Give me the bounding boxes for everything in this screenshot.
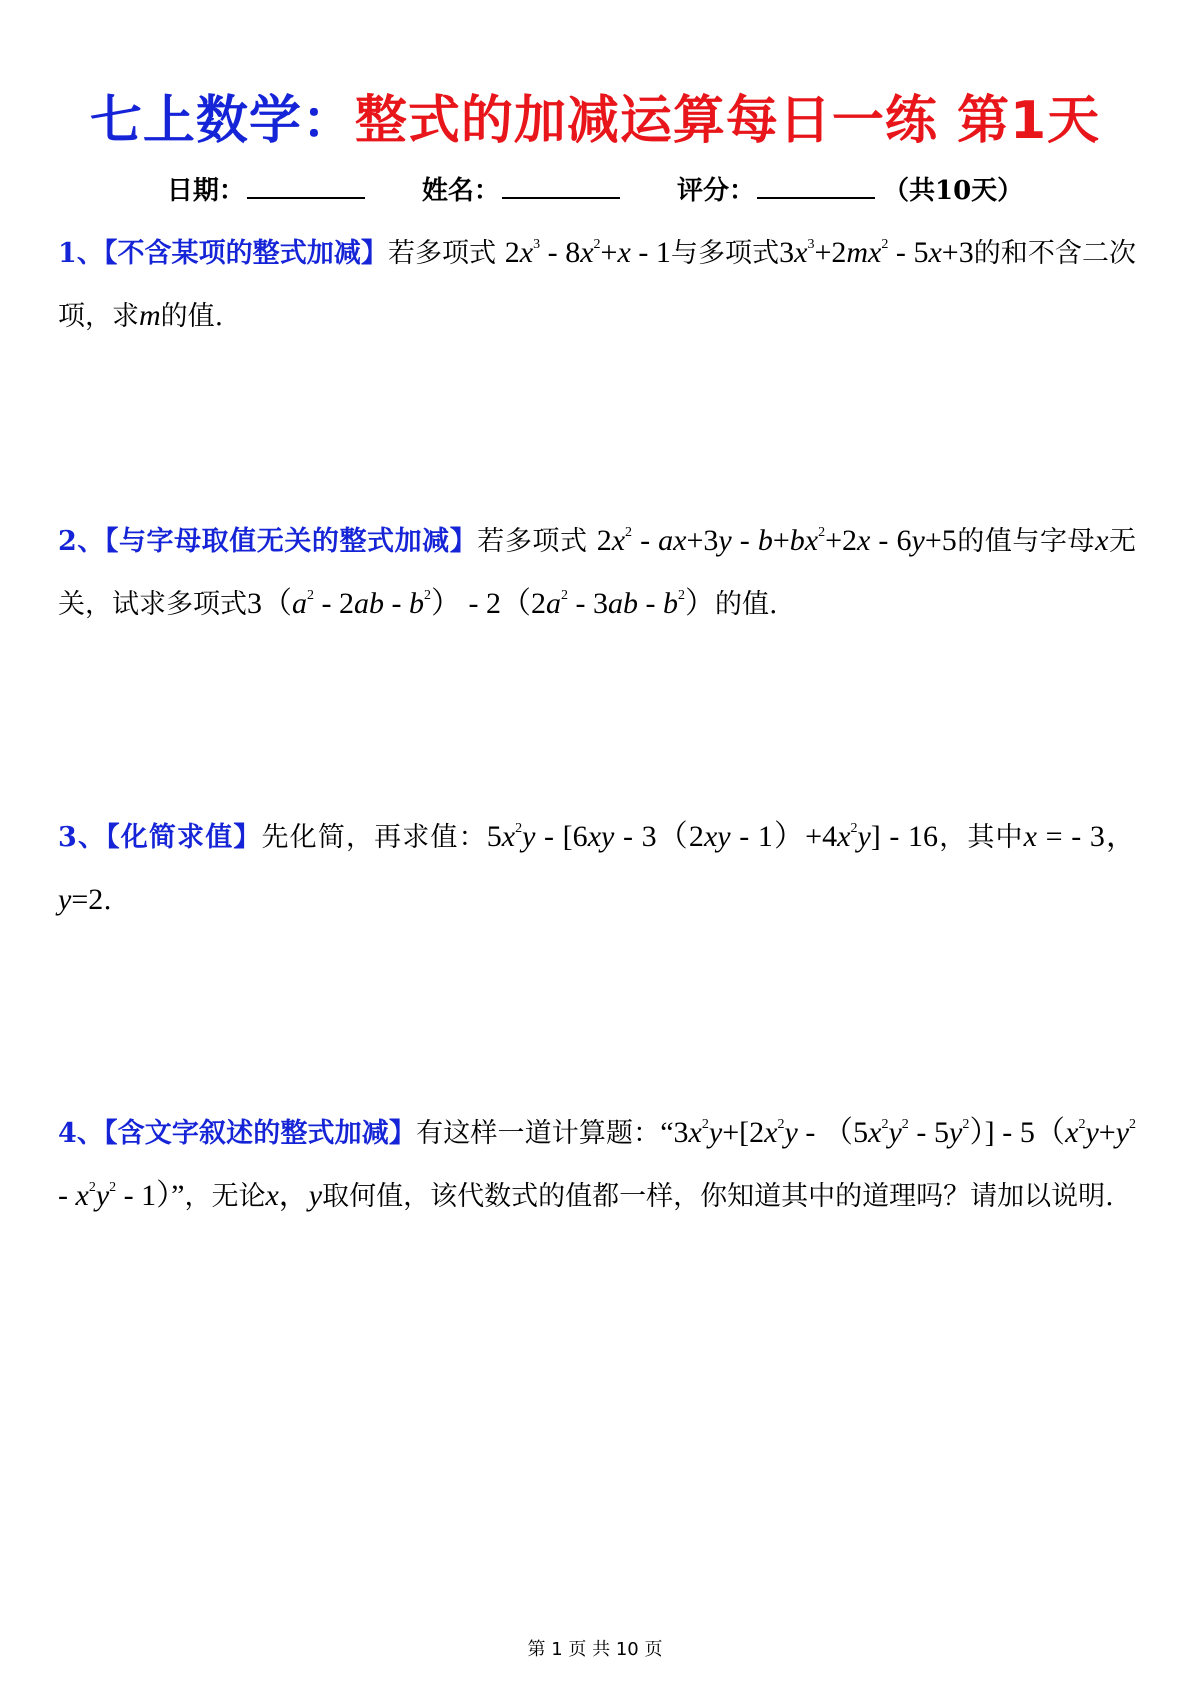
score-field[interactable]: [757, 173, 875, 199]
title-prefix: 七上数学：: [89, 91, 355, 151]
question-3: 3、【化简求值】先化简，再求值：$5x^2y - [6xy - 3(2xy - 1)+4x^2y] - 16$，其中x = - 3，y=2.: [58, 820, 1137, 916]
math-expression: $3x^3+2mx^2 - 5x+3$: [779, 236, 974, 269]
question-number: 4、: [58, 1118, 105, 1149]
math-expression: “$3x^2y+[2x^2y - (5x^2y^2 - 5y^2)] - 5(x^2y+y^2 - x^2y^2 - 1)$”: [58, 1116, 1137, 1212]
score-label: 评分：: [676, 176, 755, 206]
math-expression: $2x^2 - ax+3y - b+bx^2+2x - 6y+5$: [596, 524, 957, 557]
math-expression: x = - 3，y=2: [58, 820, 1137, 916]
math-expression: $5x^2y - [6xy - 3(2xy - 1)+4x^2y] - 16$: [486, 820, 939, 853]
name-label: 姓名：: [421, 176, 500, 206]
question-4: 4、【含文字叙述的整式加减】有这样一道计算题：“$3x^2y+[2x^2y - (5x^2y^2 - 5y^2)] - 5(x^2y+y^2 - x^2y^2 - 1)$”，无论x，y取何值，该代数式的值都一样，你知道其中的道理吗？请加以说明.: [58, 1116, 1137, 1212]
question-1: 1、【不含某项的整式加减】若多项式 $2x^3 - 8x^2+x - 1$与多项式$3x^3+2mx^2 - 5x+3$的和不含二次项，求m的值.: [58, 236, 1136, 332]
question-2: 2、【与字母取值无关的整式加减】若多项式 $2x^2 - ax+3y - b+bx^2+2x - 6y+5$的值与字母x无关，试求多项式$3(a^2 - 2ab - b^2) - 2(2a^2 - 3ab - b^2)$的值.: [58, 524, 1136, 620]
question-tag: 【含文字叙述的整式加减】: [104, 1118, 417, 1149]
question-tag: 【与字母取值无关的整式加减】: [104, 526, 478, 557]
question-tag: 【化简求值】: [106, 822, 262, 853]
total-days: （共10天）: [882, 176, 1024, 206]
question-number: 1、: [58, 238, 104, 269]
title-main: 整式的加减运算每日一练 第1天: [354, 91, 1101, 151]
student-info-row: [0, 170, 1190, 207]
question-number: 3、: [58, 822, 107, 853]
math-expression: $2x^3 - 8x^2+x - 1$: [504, 236, 671, 269]
question-number: 2、: [58, 526, 105, 557]
math-expression: $3(a^2 - 2ab - b^2) - 2(2a^2 - 3ab - b^2)$: [247, 587, 715, 620]
page-title: [0, 78, 1190, 153]
page-footer: 第 1 页 共 10 页: [527, 1639, 663, 1660]
date-label: 日期：: [166, 176, 245, 206]
date-field[interactable]: [247, 173, 365, 199]
question-tag: 【不含某项的整式加减】: [103, 238, 388, 269]
name-field[interactable]: [502, 173, 620, 199]
